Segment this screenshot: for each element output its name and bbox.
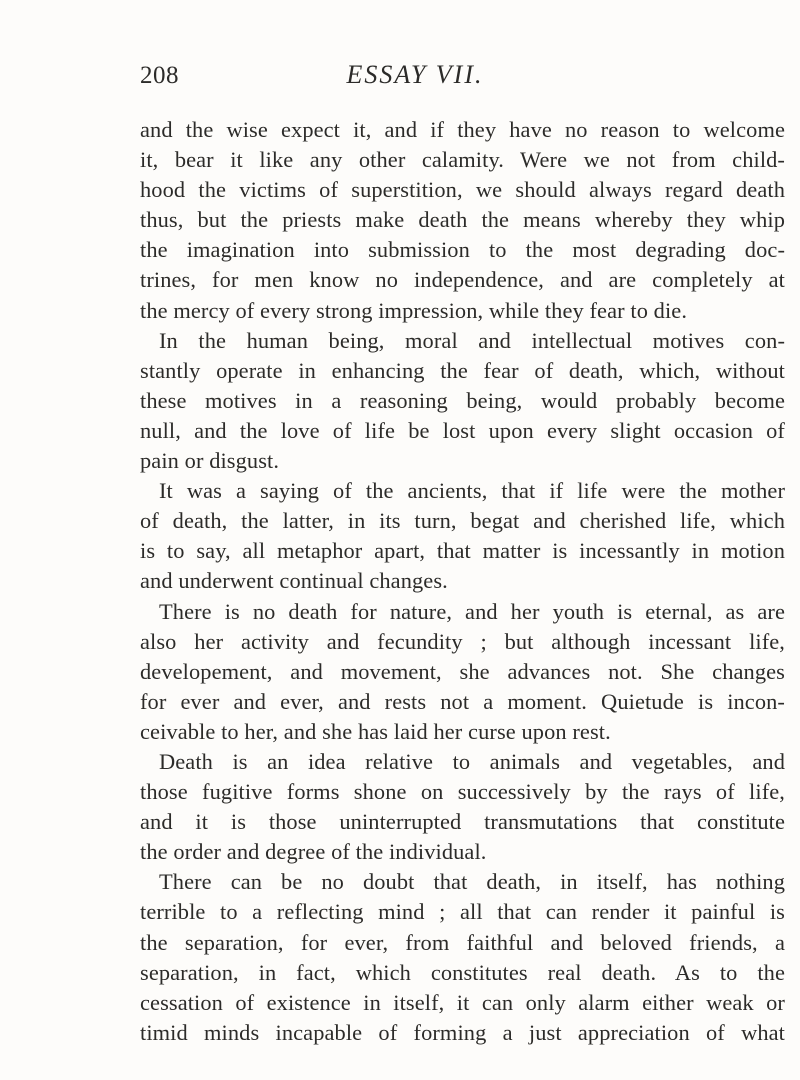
text-line: hood the victims of superstition, we should always regard death [140,177,785,203]
running-head: ESSAY VII. [346,60,484,89]
text-line: is to say, all metaphor apart, that matter is incessantly in motion [140,538,785,564]
text-line: pain or disgust. [140,448,280,474]
text-line: for ever and ever, and rests not a moment. Quietude is incon- [140,688,785,714]
text-line: timid minds incapable of forming a just appreciation of what [140,1019,785,1045]
text-line: and it is those uninterrupted transmutations that constitute [140,809,785,835]
text-line: the separation, for ever, from faithful and beloved friends, a [140,929,785,955]
text-line: thus, but the priests make death the means whereby they whip [140,207,785,233]
text-line: Death is an idea relative to animals and vegetables, and [159,748,785,774]
text-line: null, and the love of life be lost upon every slight occasion of [140,417,785,443]
text-line: terrible to a reflecting mind ; all that can render it painful is [140,899,785,925]
text-line: the imagination into submission to the most degrading doc- [140,237,785,263]
text-line: In the human being, moral and intellectual motives con- [159,327,785,353]
text-line: the mercy of every strong impression, while they fear to die. [140,297,688,323]
text-line: it, bear it like any other calamity. Were we not from child- [140,147,785,173]
text-line: and the wise expect it, and if they have no reason to welcome [140,117,785,142]
text-line: of death, the latter, in its turn, begat and cherished life, which [140,508,785,534]
text-line: developement, and movement, she advances not. She changes [140,658,785,684]
text-line: cessation of existence in itself, it can only alarm either weak or [140,989,785,1015]
page-number: 208 [140,62,179,89]
text-line: the order and degree of the individual. [140,839,487,865]
text-line: also her activity and fecundity ; but although incessant life, [140,628,785,654]
text-line: and underwent continual changes. [140,568,448,594]
text-line: stantly operate in enhancing the fear of death, which, without [140,357,785,383]
text-line: separation, in fact, which constitutes real death. As to the [140,959,785,985]
text-line: trines, for men know no independence, and are completely at [140,267,785,293]
text-line: ceivable to her, and she has laid her curse upon rest. [140,718,611,744]
text-line: It was a saying of the ancients, that if life were the mother [159,478,785,504]
text-line: There can be no doubt that death, in itself, has nothing [159,869,785,895]
body-text [140,115,785,1048]
text-line: these motives in a reasoning being, would probably become [140,387,785,413]
text-line: There is no death for nature, and her youth is eternal, as are [159,598,785,624]
text-line: those fugitive forms shone on successively by the rays of life, [140,779,785,805]
